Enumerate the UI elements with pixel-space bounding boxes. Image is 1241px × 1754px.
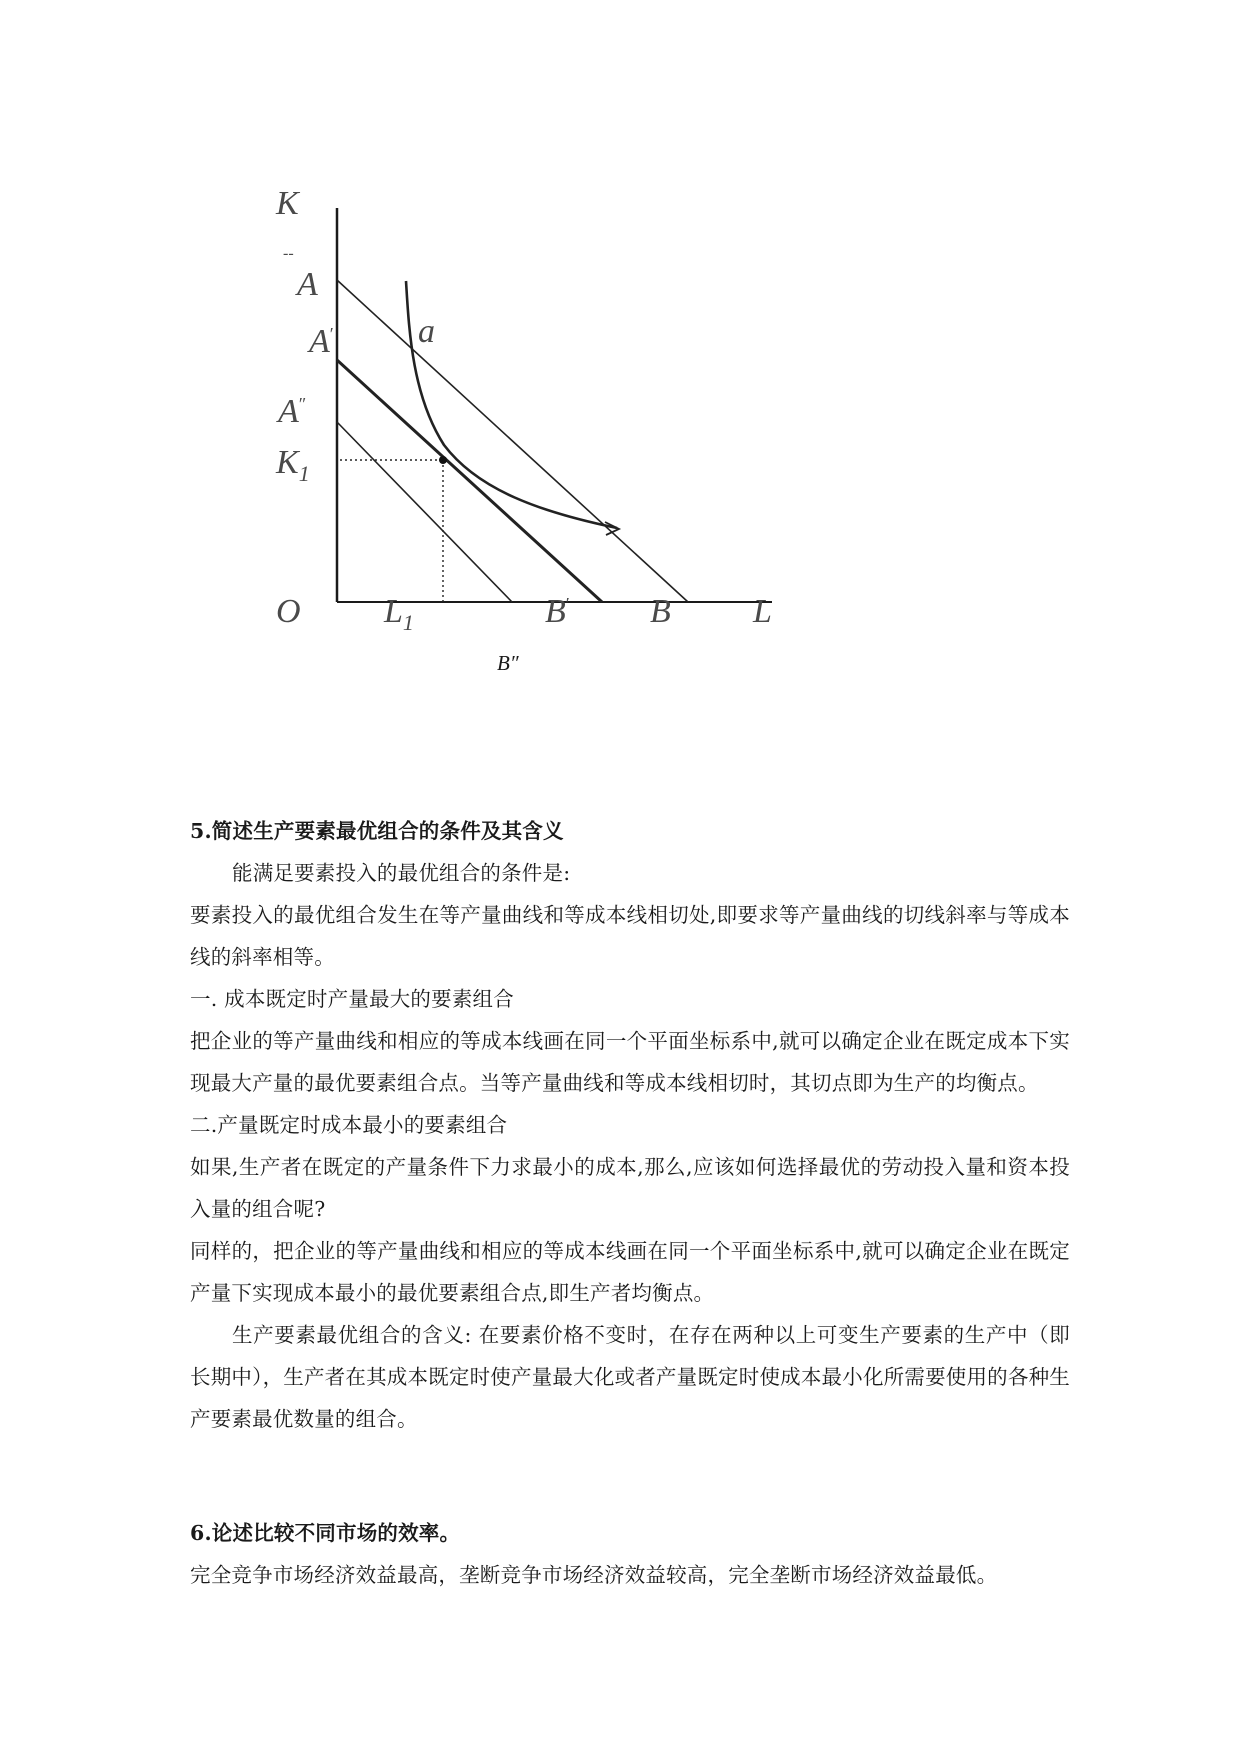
section-6-heading: 6.论述比较不同市场的效率。 [190,1521,461,1545]
section-5 [190,810,1070,1440]
section-5-paragraph-1: 能满足要素投入的最优组合的条件是: [232,861,571,885]
label-L1: $L_1$ [384,593,414,635]
isocost-line-AB [337,280,688,602]
intercept-label-A-double-prime: A″ [278,393,307,430]
x-axis-label: L [753,593,772,630]
curve-label-a: a [418,313,435,350]
intercept-label-A: A [297,266,318,303]
y-axis-marker: -- [283,245,294,262]
label-K1: $K_1$ [276,444,310,486]
section-6 [190,1512,1070,1596]
equilibrium-point [439,456,447,464]
section-5-paragraph-5: 二.产量既定时成本最小的要素组合 [190,1113,508,1137]
section-5-paragraph-7: 同样的，把企业的等产量曲线和相应的等成本线画在同一个平面坐标系中,就可以确定企业在既定产量下实现成本最小的最优要素组合点,即生产者均衡点。 [190,1239,1070,1305]
origin-label: O [276,593,301,630]
isoquant-curve [406,281,617,528]
intercept-label-A-prime: A′ [309,323,334,360]
section-5-paragraph-2: 要素投入的最优组合发生在等产量曲线和等成本线相切处,即要求等产量曲线的切线斜率与等成本线的斜率相等。 [190,903,1070,969]
isoquant-isocost-diagram [0,0,1241,720]
isocost-line-A2B2 [337,422,512,602]
section-5-paragraph-6: 如果,生产者在既定的产量条件下力求最小的成本,那么,应该如何选择最优的劳动投入量和资本投入量的组合呢? [190,1155,1070,1221]
intercept-label-B-prime: B′ [545,593,570,630]
intercept-label-B: B [650,593,671,630]
section-5-paragraph-3: 一. 成本既定时产量最大的要素组合 [190,987,514,1011]
section-5-heading: 5.简述生产要素最优组合的条件及其含义 [190,819,564,843]
section-5-paragraph-4: 把企业的等产量曲线和相应的等成本线画在同一个平面坐标系中,就可以确定企业在既定成本下实现最大产量的最优要素组合点。当等产量曲线和等成本线相切时，其切点即为生产的均衡点。 [190,1029,1070,1095]
section-6-paragraph-1: 完全竞争市场经济效益最高，垄断竞争市场经济效益较高，完全垄断市场经济效益最低。 [190,1563,998,1587]
intercept-label-B-double-prime: B″ [497,651,519,675]
y-axis-label: K [276,185,299,222]
section-5-paragraph-8: 生产要素最优组合的含义: 在要素价格不变时，在存在两种以上可变生产要素的生产中（即长期中），生产者在其成本既定时使产量最大化或者产量既定时使成本最小化所需要使用的各种生产要素最优数量的组合。 [190,1323,1070,1431]
isocost-line-A1B1 [337,360,602,602]
